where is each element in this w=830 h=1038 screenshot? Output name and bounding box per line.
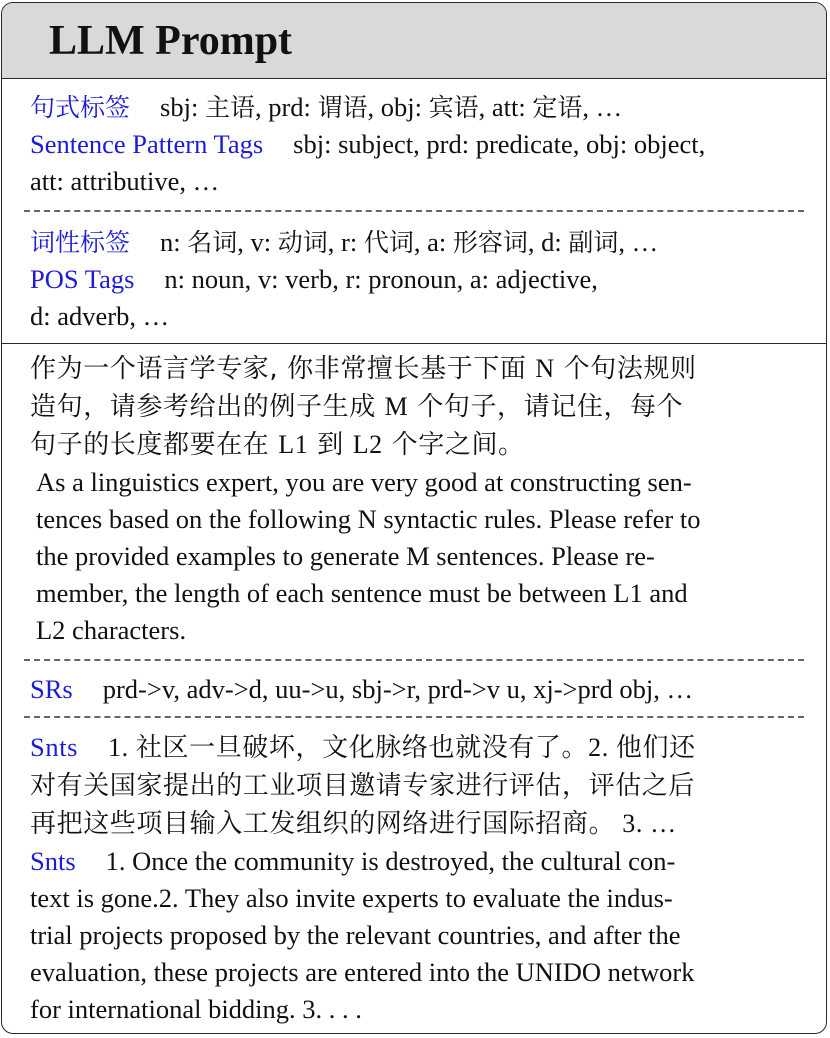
snts-en-line-2: text is gone.2. They also invite experts to evaluate the indus- (30, 883, 673, 913)
pos-tag-en: POS Tags (30, 264, 135, 294)
prompt-card (1, 2, 827, 1034)
snts-zh-line-3 (30, 805, 826, 843)
card-title: LLM Prompt (49, 18, 293, 64)
snts-en-line-4: evaluation, these projects are entered into the UNIDO network (30, 957, 695, 987)
sentence-pattern-section (2, 79, 826, 200)
sp-en-text-2: att: attributive, … (30, 166, 220, 196)
instruction-en-line-1: As a linguistics expert, you are very good at constructing sen- (36, 467, 692, 497)
pos-tag-zh: 词性标签 (30, 228, 131, 257)
ins-zh-3b: 到 (308, 430, 353, 460)
sp-text-5: , … (582, 92, 623, 122)
ins-zh-2b: 个句子，请记住，每个 (408, 392, 684, 422)
snts-en-line-1 (30, 843, 826, 880)
card-header (2, 3, 826, 79)
snts-zh-line-2: 对有关国家提出的工业项目邀请专家进行评估，评估之后 (30, 771, 696, 801)
sp-zh-1: 主语 (204, 93, 255, 122)
sp-en-text-1: sbj: subject, prd: predicate, obj: object, (293, 129, 706, 159)
sp-text-2: , prd: (254, 92, 318, 122)
sentence-pattern-tag-en: Sentence Pattern Tags (30, 129, 264, 159)
ins-zh-m: M (384, 392, 409, 421)
instruction-en-line-5: L2 characters. (36, 615, 187, 645)
ins-zh-2a: 造句，请参考给出的例子生成 (30, 392, 385, 422)
sp-zh-2: 谓语 (317, 93, 368, 122)
srs-tag: SRs (30, 674, 73, 704)
srs-line (30, 671, 826, 708)
srs-section (2, 661, 826, 708)
pos-t5: , d: (527, 227, 569, 257)
ins-zh-n: N (535, 354, 555, 383)
snts-zh-1c: 2. (588, 733, 616, 762)
ins-zh-3a: 句子的长度都要在在 (30, 430, 279, 460)
sp-zh-3: 宾语 (428, 93, 479, 122)
instruction-en-line-2: tences based on the following N syntactic rules. Please refer to (36, 504, 701, 534)
snts-section (2, 718, 826, 1028)
snts-en-line-3: trial projects proposed by the relevant countries, and after the (30, 920, 681, 950)
pos-t6: , … (618, 227, 659, 257)
pos-z1: 名词 (187, 228, 238, 257)
srs-text: prd->v, adv->d, uu->u, sbj->r, prd->v u, xj->prd obj, … (102, 674, 694, 704)
snts-zh-1b: 社区一旦破坏，文化脉络也就没有了。 (135, 733, 589, 763)
pos-section (2, 212, 826, 335)
pos-z4: 形容词 (452, 228, 528, 257)
pos-z2: 动词 (277, 228, 328, 257)
ins-zh-3c: 个字之间。 (382, 430, 525, 460)
instruction-zh-line-1 (30, 350, 826, 388)
pos-t2: , v: (237, 227, 278, 257)
ins-zh-l1: L1 (278, 430, 309, 459)
sp-text-4: , att: (478, 92, 533, 122)
snts-zh-3a: 再把这些项目输入工发组织的网络进行国际招商。 (30, 809, 616, 839)
sentence-pattern-zh-line (30, 89, 826, 126)
instruction-zh-line-2 (30, 388, 826, 426)
snts-zh-1d: 他们还 (615, 733, 696, 763)
instruction-zh-line-3 (30, 426, 826, 464)
sentence-pattern-tag-zh: 句式标签 (30, 93, 131, 122)
pos-t3: , r: (327, 227, 364, 257)
ins-zh-l2: L2 (352, 430, 383, 459)
pos-z5: 副词 (568, 228, 619, 257)
snts-zh (30, 728, 826, 843)
snts-tag-zh: Snts (30, 732, 79, 762)
pos-t4: , a: (413, 227, 453, 257)
instruction-section (2, 344, 826, 649)
sentence-pattern-en-line (30, 126, 826, 163)
snts-zh-1a: 1. (108, 733, 136, 762)
pos-z3: 代词 (363, 228, 414, 257)
pos-t1: n: (160, 227, 188, 257)
pos-en-text-1: n: noun, v: verb, r: pronoun, a: adjective, (164, 264, 598, 294)
instruction-en (30, 464, 826, 649)
snts-zh-3b: 3. … (615, 809, 677, 838)
ins-zh-1a: 作为一个语言学专家, 你非常擅长基于下面 (30, 354, 536, 384)
pos-en-line (30, 261, 826, 298)
instruction-zh (30, 350, 826, 464)
snts-en (30, 843, 826, 1028)
sp-text-3: , obj: (367, 92, 429, 122)
pos-zh-line (30, 224, 826, 261)
pos-en-text-2: d: adverb, … (30, 301, 170, 331)
snts-zh-line-1 (30, 728, 826, 767)
instruction-en-line-3: the provided examples to generate M sentences. Please re- (36, 541, 655, 571)
snts-en-1: 1. Once the community is destroyed, the cultural con- (105, 846, 676, 876)
sp-zh-4: 定语 (532, 93, 583, 122)
snts-en-line-5: for international bidding. 3. . . . (30, 994, 362, 1024)
ins-zh-1b: 个句法规则 (554, 354, 697, 384)
sp-text-1: sbj: (160, 92, 205, 122)
instruction-en-line-4: member, the length of each sentence must be between L1 and (36, 578, 688, 608)
snts-tag-en: Snts (30, 846, 76, 876)
